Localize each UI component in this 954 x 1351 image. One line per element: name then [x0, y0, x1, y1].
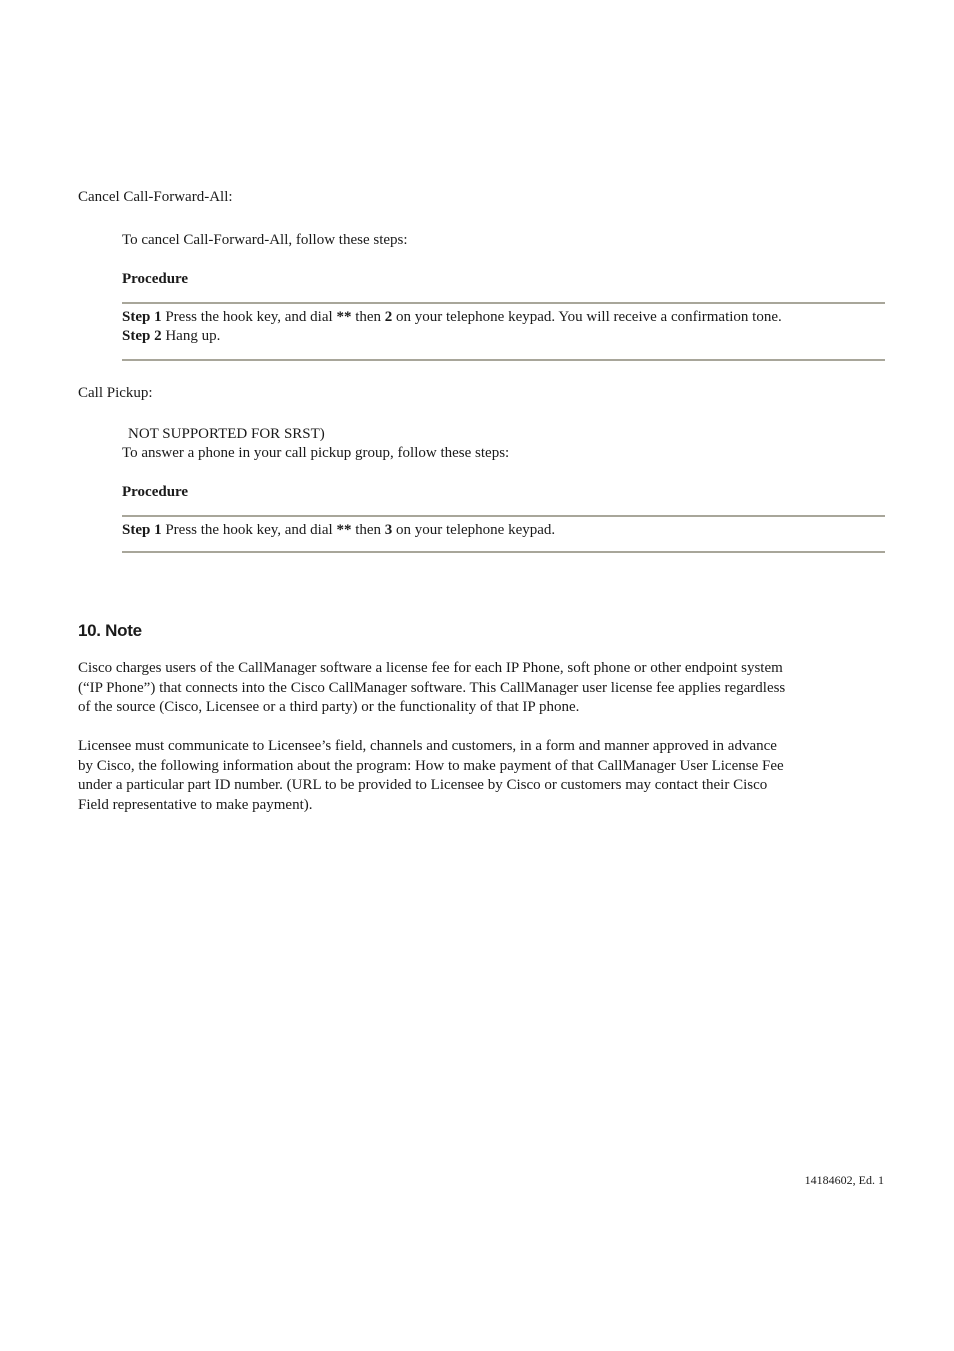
step-row: Step 2 Hang up. — [122, 328, 221, 344]
step-row: Step 1 Press the hook key, and dial ** then 3 on your telephone keypad. — [122, 522, 556, 538]
procedure-bottom-rule — [122, 359, 885, 361]
srst-note: NOT SUPPORTED FOR SRST) — [128, 426, 325, 442]
section-heading-call-pickup: Call Pickup: — [78, 385, 153, 401]
cancel-intro-text: To cancel Call-Forward-All, follow these steps: — [122, 232, 408, 248]
step-label: Step 2 — [122, 328, 162, 344]
procedure-bottom-rule — [122, 551, 885, 553]
pickup-intro-text: To answer a phone in your call pickup group, follow these steps: — [122, 445, 510, 461]
document-footer: 14184602, Ed. 1 — [804, 1173, 884, 1187]
procedure-top-rule — [122, 515, 885, 517]
step-row: Step 1 Press the hook key, and dial ** then 2 on your telephone keypad. You will receive a confirmation tone. — [122, 309, 782, 325]
step-label: Step 1 — [122, 309, 162, 325]
note-section-title: 10. Note — [78, 621, 142, 640]
procedure-label: Procedure — [122, 484, 189, 500]
note-paragraph-2: Licensee must communicate to Licensee’s field, channels and customers, in a form and manner approved in advance by Cisco, the following information about the program: How to make payment of that CallManager User License Fee under a particular part ID number. (URL to be provided to Licensee by Cisco or customers may contact their Cisco Field representative to make payment). — [78, 738, 784, 813]
section-heading-cancel-call-forward: Cancel Call-Forward-All: — [78, 189, 233, 205]
procedure-top-rule — [122, 302, 885, 304]
note-paragraph-1: Cisco charges users of the CallManager software a license fee for each IP Phone, soft phone or other endpoint system (“IP Phone”) that connects into the Cisco CallManager software. This CallManager user license fee applies regardless of the source (Cisco, Licensee or a third party) or the functionality of that IP phone. — [78, 660, 786, 715]
step-label: Step 1 — [122, 522, 162, 538]
procedure-label: Procedure — [122, 271, 189, 287]
